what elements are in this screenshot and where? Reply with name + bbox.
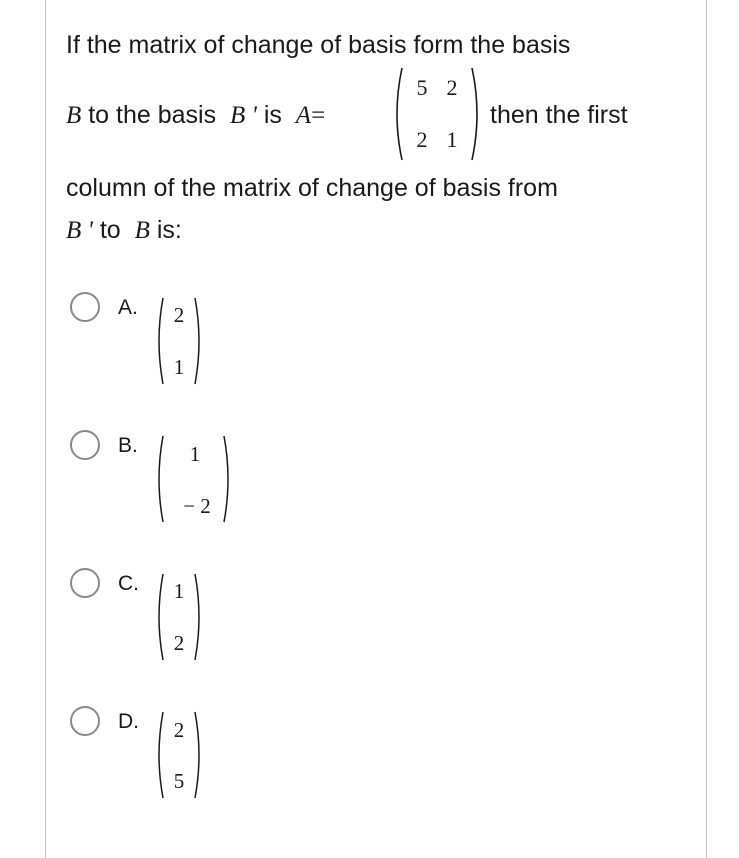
var-b-prime: B ' — [66, 217, 93, 244]
text-then-the-first: then the first — [490, 101, 628, 129]
var-b-prime: B ' — [230, 102, 257, 129]
option-a-radio[interactable] — [70, 292, 100, 322]
text-is: is: — [156, 216, 182, 244]
option-b-radio[interactable] — [70, 430, 100, 460]
option-a-vector-top: 2 — [173, 303, 185, 327]
equals-sign: = — [311, 102, 326, 129]
matrix-cell-r1c1: 5 — [416, 75, 428, 100]
option-b-vector-top: 1 — [189, 442, 201, 466]
var-a: A — [295, 102, 312, 129]
var-b: B — [66, 102, 82, 129]
question-line-4 — [66, 215, 182, 246]
option-c-vector-top: 1 — [173, 579, 185, 603]
option-b-vector-bottom: − 2 — [183, 494, 211, 518]
matrix-right-paren-icon — [470, 66, 484, 162]
matrix-cell-r2c1: 2 — [416, 127, 428, 152]
option-a-vector-bottom: 1 — [173, 355, 185, 379]
option-d-vector-bottom: 5 — [173, 769, 185, 793]
option-d-label: D. — [118, 710, 139, 733]
matrix-cell-r1c2: 2 — [446, 75, 458, 100]
text-is: is — [263, 101, 282, 129]
option-c-label: C. — [118, 572, 139, 595]
option-b-left-paren-icon — [153, 434, 165, 524]
question-line-1: If the matrix of change of basis form the basis — [66, 31, 571, 59]
option-b-right-paren-icon — [222, 434, 234, 524]
matrix-cell-r2c2: 1 — [446, 127, 458, 152]
matrix-left-paren-icon — [390, 66, 404, 162]
option-b-label: B. — [118, 434, 138, 457]
option-d-vector-top: 2 — [173, 718, 185, 742]
question-line-2 — [66, 100, 325, 131]
text-to: to — [99, 216, 121, 244]
var-b: B — [134, 217, 150, 244]
option-c-radio[interactable] — [70, 568, 100, 598]
option-a-label: A. — [118, 296, 138, 319]
question-line-3: column of the matrix of change of basis from — [66, 174, 558, 202]
option-d-radio[interactable] — [70, 706, 100, 736]
option-c-vector-bottom: 2 — [173, 631, 185, 655]
text-to-the-basis: to the basis — [88, 101, 217, 129]
